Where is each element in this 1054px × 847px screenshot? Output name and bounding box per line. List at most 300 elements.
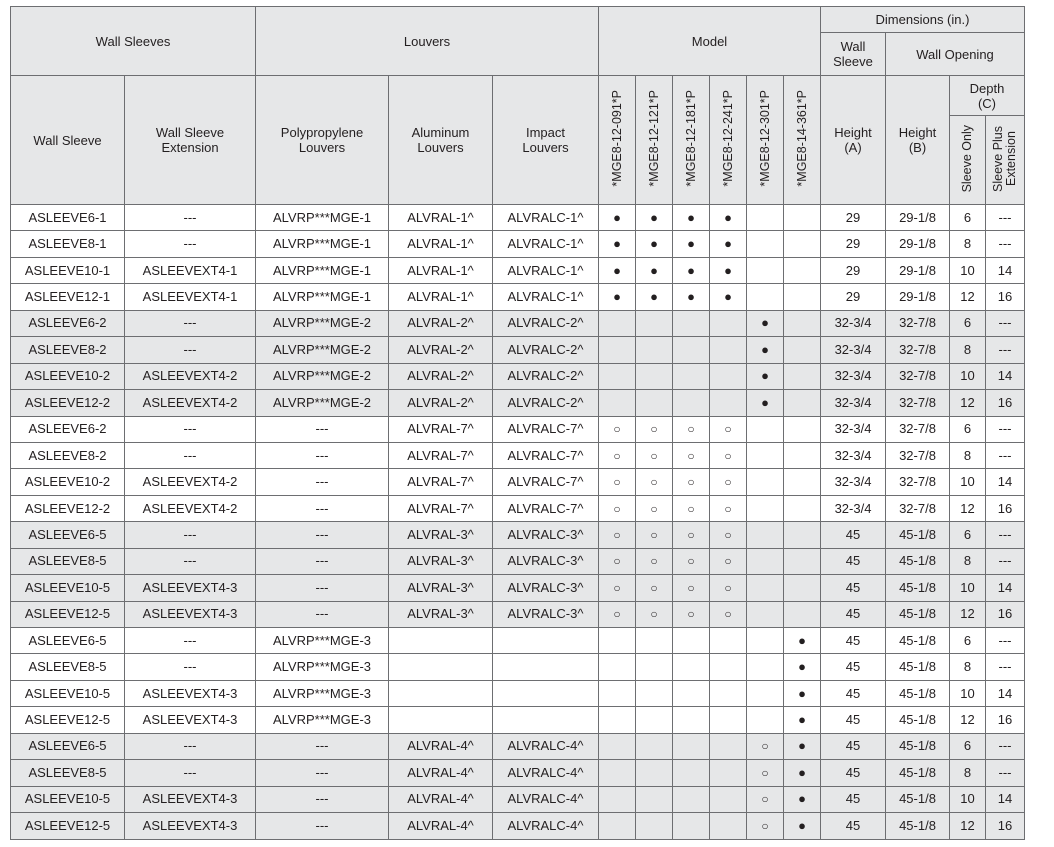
model-5-mark-cell: ● xyxy=(747,310,784,336)
wall-sleeve-extension-cell: ASLEEVEXT4-2 xyxy=(125,363,256,389)
wall-sleeve-extension-cell: ASLEEVEXT4-3 xyxy=(125,680,256,706)
model-3-mark-cell xyxy=(673,310,710,336)
impact-louver-cell: ALVRALC-1^ xyxy=(493,284,599,310)
impact-louver-cell xyxy=(493,680,599,706)
model-3-mark-cell xyxy=(673,390,710,416)
wall-sleeve-extension-cell: --- xyxy=(125,522,256,548)
impact-louver-cell: ALVRALC-4^ xyxy=(493,786,599,812)
model-6-mark-cell xyxy=(784,522,821,548)
impact-louver-cell: ALVRALC-4^ xyxy=(493,733,599,759)
model-3-mark-cell: ○ xyxy=(673,575,710,601)
header-wall-sleeve-extension: Wall Sleeve Extension xyxy=(125,76,256,205)
model-2-mark-cell: ○ xyxy=(636,575,673,601)
wall-sleeve-cell: ASLEEVE8-2 xyxy=(11,442,125,468)
header-wall-sleeve-group: Wall Sleeve xyxy=(821,33,886,76)
impact-louver-cell: ALVRALC-2^ xyxy=(493,310,599,336)
height-b-cell: 32-7/8 xyxy=(886,310,950,336)
model-3-mark-cell: ○ xyxy=(673,495,710,521)
model-6-mark-cell xyxy=(784,284,821,310)
model-3-mark-cell xyxy=(673,680,710,706)
table-row xyxy=(11,654,1025,680)
wall-sleeve-cell: ASLEEVE10-2 xyxy=(11,363,125,389)
model-5-mark-cell xyxy=(747,495,784,521)
wall-sleeve-extension-cell: ASLEEVEXT4-2 xyxy=(125,495,256,521)
depth-sleeve-plus-extension-cell: --- xyxy=(986,522,1025,548)
depth-sleeve-plus-extension-cell: 14 xyxy=(986,257,1025,283)
model-1-mark-cell: ● xyxy=(599,284,636,310)
impact-louver-cell: ALVRALC-3^ xyxy=(493,548,599,574)
wall-sleeve-extension-cell: ASLEEVEXT4-1 xyxy=(125,284,256,310)
model-1-mark-cell: ○ xyxy=(599,522,636,548)
model-3-mark-cell: ○ xyxy=(673,442,710,468)
model-5-mark-cell xyxy=(747,231,784,257)
model-4-mark-cell: ○ xyxy=(710,601,747,627)
model-1-mark-cell xyxy=(599,813,636,839)
polypropylene-louver-cell: --- xyxy=(256,601,389,627)
polypropylene-louver-cell: ALVRP***MGE-3 xyxy=(256,628,389,654)
model-2-mark-cell: ○ xyxy=(636,469,673,495)
height-b-cell: 29-1/8 xyxy=(886,284,950,310)
model-1-mark-cell xyxy=(599,786,636,812)
height-a-cell: 45 xyxy=(821,548,886,574)
table-row xyxy=(11,416,1025,442)
depth-sleeve-only-cell: 10 xyxy=(950,363,986,389)
height-a-cell: 32-3/4 xyxy=(821,390,886,416)
wall-sleeve-cell: ASLEEVE10-5 xyxy=(11,680,125,706)
model-5-mark-cell: ○ xyxy=(747,733,784,759)
wall-sleeve-extension-cell: ASLEEVEXT4-3 xyxy=(125,786,256,812)
polypropylene-louver-cell: ALVRP***MGE-1 xyxy=(256,284,389,310)
depth-sleeve-plus-extension-cell: --- xyxy=(986,548,1025,574)
height-b-cell: 45-1/8 xyxy=(886,548,950,574)
model-1-mark-cell: ○ xyxy=(599,442,636,468)
header-model-3 xyxy=(673,76,710,205)
aluminum-louver-cell: ALVRAL-3^ xyxy=(389,522,493,548)
impact-louver-cell: ALVRALC-1^ xyxy=(493,231,599,257)
group-header-wall-sleeves: Wall Sleeves xyxy=(11,7,256,76)
table-row xyxy=(11,522,1025,548)
model-6-mark-cell xyxy=(784,257,821,283)
model-5-mark-cell: ● xyxy=(747,363,784,389)
polypropylene-louver-cell: --- xyxy=(256,442,389,468)
depth-sleeve-plus-extension-cell: 16 xyxy=(986,495,1025,521)
model-1-mark-cell: ● xyxy=(599,205,636,231)
model-1-mark-cell xyxy=(599,733,636,759)
polypropylene-louver-cell: ALVRP***MGE-3 xyxy=(256,654,389,680)
header-sleeve-plus-extension xyxy=(986,116,1025,205)
compatibility-table-wrapper xyxy=(10,6,1025,840)
height-a-cell: 32-3/4 xyxy=(821,495,886,521)
table-row xyxy=(11,495,1025,521)
depth-sleeve-only-cell: 12 xyxy=(950,390,986,416)
depth-sleeve-plus-extension-cell: 14 xyxy=(986,575,1025,601)
model-3-mark-cell: ○ xyxy=(673,601,710,627)
wall-sleeve-cell: ASLEEVE8-2 xyxy=(11,337,125,363)
header-impact-louvers: Impact Louvers xyxy=(493,76,599,205)
wall-sleeve-cell: ASLEEVE10-5 xyxy=(11,786,125,812)
model-4-mark-cell xyxy=(710,654,747,680)
depth-sleeve-plus-extension-cell: 14 xyxy=(986,363,1025,389)
polypropylene-louver-cell: --- xyxy=(256,495,389,521)
wall-sleeve-cell: ASLEEVE12-2 xyxy=(11,495,125,521)
depth-sleeve-plus-extension-cell: --- xyxy=(986,628,1025,654)
aluminum-louver-cell: ALVRAL-7^ xyxy=(389,495,493,521)
model-6-mark-cell xyxy=(784,575,821,601)
impact-louver-cell: ALVRALC-2^ xyxy=(493,390,599,416)
model-2-mark-cell xyxy=(636,337,673,363)
depth-sleeve-only-cell: 6 xyxy=(950,416,986,442)
polypropylene-louver-cell: --- xyxy=(256,575,389,601)
model-label-2: *MGE8-12-121*P xyxy=(646,89,661,187)
header-aluminum-louvers: Aluminum Louvers xyxy=(389,76,493,205)
depth-sleeve-only-cell: 8 xyxy=(950,654,986,680)
table-row xyxy=(11,760,1025,786)
model-1-mark-cell: ○ xyxy=(599,601,636,627)
model-4-mark-cell xyxy=(710,310,747,336)
model-6-mark-cell: ● xyxy=(784,760,821,786)
wall-sleeve-extension-cell: ASLEEVEXT4-3 xyxy=(125,707,256,733)
table-row xyxy=(11,786,1025,812)
model-4-mark-cell xyxy=(710,628,747,654)
polypropylene-louver-cell: --- xyxy=(256,760,389,786)
model-3-mark-cell: ○ xyxy=(673,548,710,574)
table-row xyxy=(11,548,1025,574)
model-label-6: *MGE8-14-361*P xyxy=(794,89,809,187)
wall-sleeve-cell: ASLEEVE12-2 xyxy=(11,390,125,416)
model-4-mark-cell: ○ xyxy=(710,469,747,495)
model-6-mark-cell xyxy=(784,363,821,389)
wall-sleeve-cell: ASLEEVE12-5 xyxy=(11,707,125,733)
model-label-3: *MGE8-12-181*P xyxy=(683,89,698,187)
model-4-mark-cell: ○ xyxy=(710,442,747,468)
aluminum-louver-cell: ALVRAL-3^ xyxy=(389,575,493,601)
group-header-louvers: Louvers xyxy=(256,7,599,76)
height-a-cell: 45 xyxy=(821,680,886,706)
depth-sleeve-plus-extension-cell: --- xyxy=(986,733,1025,759)
height-a-cell: 32-3/4 xyxy=(821,337,886,363)
model-2-mark-cell xyxy=(636,786,673,812)
model-3-mark-cell: ○ xyxy=(673,469,710,495)
wall-sleeve-cell: ASLEEVE6-5 xyxy=(11,733,125,759)
model-5-mark-cell xyxy=(747,548,784,574)
aluminum-louver-cell: ALVRAL-4^ xyxy=(389,760,493,786)
model-4-mark-cell xyxy=(710,390,747,416)
polypropylene-louver-cell: --- xyxy=(256,416,389,442)
table-row xyxy=(11,310,1025,336)
model-1-mark-cell: ● xyxy=(599,257,636,283)
wall-sleeve-cell: ASLEEVE10-2 xyxy=(11,469,125,495)
polypropylene-louver-cell: ALVRP***MGE-2 xyxy=(256,337,389,363)
polypropylene-louver-cell: --- xyxy=(256,548,389,574)
height-a-cell: 29 xyxy=(821,257,886,283)
model-2-mark-cell xyxy=(636,363,673,389)
impact-louver-cell: ALVRALC-4^ xyxy=(493,760,599,786)
height-a-cell: 45 xyxy=(821,760,886,786)
model-6-mark-cell xyxy=(784,469,821,495)
impact-louver-cell: ALVRALC-2^ xyxy=(493,337,599,363)
aluminum-louver-cell: ALVRAL-2^ xyxy=(389,310,493,336)
model-5-mark-cell xyxy=(747,707,784,733)
wall-sleeve-extension-cell: --- xyxy=(125,416,256,442)
model-5-mark-cell: ● xyxy=(747,337,784,363)
depth-sleeve-only-cell: 8 xyxy=(950,337,986,363)
height-a-cell: 45 xyxy=(821,601,886,627)
depth-sleeve-only-cell: 8 xyxy=(950,548,986,574)
header-sleeve-only xyxy=(950,116,986,205)
aluminum-louver-cell xyxy=(389,707,493,733)
model-1-mark-cell: ○ xyxy=(599,469,636,495)
model-3-mark-cell: ○ xyxy=(673,416,710,442)
height-b-cell: 45-1/8 xyxy=(886,733,950,759)
table-row xyxy=(11,575,1025,601)
model-2-mark-cell xyxy=(636,707,673,733)
header-wall-sleeve: Wall Sleeve xyxy=(11,76,125,205)
model-3-mark-cell xyxy=(673,654,710,680)
model-4-mark-cell: ● xyxy=(710,284,747,310)
model-6-mark-cell: ● xyxy=(784,813,821,839)
aluminum-louver-cell: ALVRAL-1^ xyxy=(389,284,493,310)
height-b-cell: 29-1/8 xyxy=(886,231,950,257)
model-1-mark-cell xyxy=(599,760,636,786)
model-6-mark-cell xyxy=(784,601,821,627)
header-depth-c: Depth (C) xyxy=(950,76,1025,116)
height-b-cell: 32-7/8 xyxy=(886,416,950,442)
model-6-mark-cell xyxy=(784,442,821,468)
model-2-mark-cell: ○ xyxy=(636,548,673,574)
depth-sleeve-plus-extension-cell: --- xyxy=(986,654,1025,680)
wall-sleeve-extension-cell: --- xyxy=(125,205,256,231)
depth-sleeve-plus-extension-cell: --- xyxy=(986,231,1025,257)
sleeve-only-label: Sleeve Only xyxy=(960,124,974,193)
table-row xyxy=(11,231,1025,257)
wall-sleeve-cell: ASLEEVE12-1 xyxy=(11,284,125,310)
table-row xyxy=(11,707,1025,733)
height-a-cell: 45 xyxy=(821,786,886,812)
aluminum-louver-cell xyxy=(389,628,493,654)
header-polypropylene-louvers: Polypropylene Louvers xyxy=(256,76,389,205)
model-4-mark-cell: ○ xyxy=(710,495,747,521)
model-2-mark-cell: ● xyxy=(636,205,673,231)
depth-sleeve-plus-extension-cell: 14 xyxy=(986,680,1025,706)
impact-louver-cell: ALVRALC-4^ xyxy=(493,813,599,839)
aluminum-louver-cell: ALVRAL-2^ xyxy=(389,390,493,416)
aluminum-louver-cell: ALVRAL-4^ xyxy=(389,786,493,812)
wall-sleeve-cell: ASLEEVE8-1 xyxy=(11,231,125,257)
model-6-mark-cell: ● xyxy=(784,654,821,680)
model-5-mark-cell xyxy=(747,575,784,601)
model-1-mark-cell xyxy=(599,680,636,706)
depth-sleeve-only-cell: 10 xyxy=(950,786,986,812)
polypropylene-louver-cell: --- xyxy=(256,786,389,812)
aluminum-louver-cell: ALVRAL-1^ xyxy=(389,205,493,231)
depth-sleeve-only-cell: 12 xyxy=(950,707,986,733)
wall-sleeve-extension-cell: ASLEEVEXT4-2 xyxy=(125,469,256,495)
model-4-mark-cell xyxy=(710,363,747,389)
impact-louver-cell: ALVRALC-3^ xyxy=(493,601,599,627)
group-header-dimensions: Dimensions (in.) xyxy=(821,7,1025,33)
height-a-cell: 32-3/4 xyxy=(821,469,886,495)
wall-sleeve-extension-cell: --- xyxy=(125,760,256,786)
model-6-mark-cell xyxy=(784,337,821,363)
table-row xyxy=(11,601,1025,627)
height-a-cell: 32-3/4 xyxy=(821,310,886,336)
model-3-mark-cell xyxy=(673,733,710,759)
polypropylene-louver-cell: ALVRP***MGE-2 xyxy=(256,310,389,336)
height-b-cell: 32-7/8 xyxy=(886,390,950,416)
table-body xyxy=(11,205,1025,840)
impact-louver-cell: ALVRALC-3^ xyxy=(493,522,599,548)
depth-sleeve-plus-extension-cell: --- xyxy=(986,416,1025,442)
aluminum-louver-cell: ALVRAL-2^ xyxy=(389,363,493,389)
depth-sleeve-plus-extension-cell: 14 xyxy=(986,469,1025,495)
model-2-mark-cell xyxy=(636,310,673,336)
height-b-cell: 45-1/8 xyxy=(886,760,950,786)
model-3-mark-cell: ● xyxy=(673,205,710,231)
impact-louver-cell: ALVRALC-7^ xyxy=(493,442,599,468)
height-b-cell: 32-7/8 xyxy=(886,363,950,389)
model-5-mark-cell xyxy=(747,442,784,468)
model-1-mark-cell: ○ xyxy=(599,416,636,442)
model-5-mark-cell xyxy=(747,628,784,654)
depth-sleeve-only-cell: 6 xyxy=(950,733,986,759)
depth-sleeve-only-cell: 10 xyxy=(950,575,986,601)
model-4-mark-cell xyxy=(710,707,747,733)
wall-sleeve-extension-cell: ASLEEVEXT4-3 xyxy=(125,575,256,601)
header-height-a: Height (A) xyxy=(821,76,886,205)
depth-sleeve-plus-extension-cell: --- xyxy=(986,205,1025,231)
header-model-4 xyxy=(710,76,747,205)
header-model-6 xyxy=(784,76,821,205)
depth-sleeve-plus-extension-cell: --- xyxy=(986,337,1025,363)
height-b-cell: 32-7/8 xyxy=(886,442,950,468)
header-model-2 xyxy=(636,76,673,205)
height-a-cell: 29 xyxy=(821,205,886,231)
model-6-mark-cell: ● xyxy=(784,707,821,733)
table-row xyxy=(11,363,1025,389)
height-a-cell: 29 xyxy=(821,284,886,310)
table-row xyxy=(11,680,1025,706)
model-2-mark-cell: ○ xyxy=(636,495,673,521)
model-5-mark-cell xyxy=(747,205,784,231)
height-b-cell: 45-1/8 xyxy=(886,522,950,548)
sleeve-plus-extension-label: Sleeve Plus Extension xyxy=(991,125,1018,192)
depth-sleeve-plus-extension-cell: --- xyxy=(986,760,1025,786)
aluminum-louver-cell: ALVRAL-3^ xyxy=(389,548,493,574)
model-1-mark-cell xyxy=(599,390,636,416)
impact-louver-cell xyxy=(493,628,599,654)
polypropylene-louver-cell: --- xyxy=(256,522,389,548)
depth-sleeve-only-cell: 10 xyxy=(950,257,986,283)
model-1-mark-cell xyxy=(599,310,636,336)
wall-sleeve-cell: ASLEEVE8-5 xyxy=(11,654,125,680)
model-2-mark-cell xyxy=(636,733,673,759)
wall-sleeve-extension-cell: ASLEEVEXT4-2 xyxy=(125,390,256,416)
height-a-cell: 45 xyxy=(821,628,886,654)
aluminum-louver-cell xyxy=(389,654,493,680)
model-2-mark-cell: ○ xyxy=(636,442,673,468)
aluminum-louver-cell: ALVRAL-4^ xyxy=(389,733,493,759)
model-6-mark-cell xyxy=(784,548,821,574)
model-3-mark-cell xyxy=(673,786,710,812)
height-b-cell: 45-1/8 xyxy=(886,786,950,812)
impact-louver-cell xyxy=(493,707,599,733)
table-header xyxy=(11,7,1025,205)
model-3-mark-cell: ● xyxy=(673,284,710,310)
polypropylene-louver-cell: ALVRP***MGE-1 xyxy=(256,205,389,231)
model-5-mark-cell: ● xyxy=(747,390,784,416)
model-2-mark-cell: ● xyxy=(636,257,673,283)
depth-sleeve-only-cell: 12 xyxy=(950,495,986,521)
model-4-mark-cell xyxy=(710,733,747,759)
polypropylene-louver-cell: --- xyxy=(256,733,389,759)
model-2-mark-cell xyxy=(636,628,673,654)
model-1-mark-cell xyxy=(599,628,636,654)
wall-sleeve-extension-cell: ASLEEVEXT4-1 xyxy=(125,257,256,283)
model-2-mark-cell xyxy=(636,680,673,706)
model-2-mark-cell xyxy=(636,760,673,786)
model-6-mark-cell xyxy=(784,231,821,257)
polypropylene-louver-cell: ALVRP***MGE-1 xyxy=(256,257,389,283)
model-4-mark-cell: ● xyxy=(710,257,747,283)
aluminum-louver-cell: ALVRAL-3^ xyxy=(389,601,493,627)
depth-sleeve-only-cell: 6 xyxy=(950,205,986,231)
polypropylene-louver-cell: --- xyxy=(256,469,389,495)
model-5-mark-cell: ○ xyxy=(747,813,784,839)
model-3-mark-cell xyxy=(673,363,710,389)
impact-louver-cell: ALVRALC-7^ xyxy=(493,416,599,442)
wall-sleeve-extension-cell: --- xyxy=(125,442,256,468)
depth-sleeve-plus-extension-cell: --- xyxy=(986,442,1025,468)
model-4-mark-cell xyxy=(710,760,747,786)
model-3-mark-cell xyxy=(673,337,710,363)
depth-sleeve-plus-extension-cell: 16 xyxy=(986,707,1025,733)
model-2-mark-cell xyxy=(636,390,673,416)
wall-sleeve-extension-cell: --- xyxy=(125,628,256,654)
depth-sleeve-only-cell: 10 xyxy=(950,680,986,706)
impact-louver-cell xyxy=(493,654,599,680)
model-4-mark-cell xyxy=(710,680,747,706)
wall-sleeve-cell: ASLEEVE6-5 xyxy=(11,628,125,654)
wall-sleeve-cell: ASLEEVE8-5 xyxy=(11,760,125,786)
height-b-cell: 45-1/8 xyxy=(886,601,950,627)
model-2-mark-cell xyxy=(636,654,673,680)
model-3-mark-cell: ● xyxy=(673,257,710,283)
model-2-mark-cell: ○ xyxy=(636,522,673,548)
depth-sleeve-only-cell: 12 xyxy=(950,284,986,310)
impact-louver-cell: ALVRALC-2^ xyxy=(493,363,599,389)
polypropylene-louver-cell: ALVRP***MGE-3 xyxy=(256,680,389,706)
model-5-mark-cell xyxy=(747,469,784,495)
height-a-cell: 32-3/4 xyxy=(821,416,886,442)
table-row xyxy=(11,205,1025,231)
height-a-cell: 29 xyxy=(821,231,886,257)
height-b-cell: 45-1/8 xyxy=(886,575,950,601)
model-5-mark-cell: ○ xyxy=(747,760,784,786)
depth-sleeve-plus-extension-cell: 16 xyxy=(986,813,1025,839)
height-a-cell: 32-3/4 xyxy=(821,363,886,389)
wall-sleeve-extension-cell: ASLEEVEXT4-3 xyxy=(125,813,256,839)
wall-sleeve-extension-cell: --- xyxy=(125,231,256,257)
model-2-mark-cell: ○ xyxy=(636,601,673,627)
height-b-cell: 45-1/8 xyxy=(886,813,950,839)
aluminum-louver-cell: ALVRAL-7^ xyxy=(389,442,493,468)
height-a-cell: 32-3/4 xyxy=(821,442,886,468)
model-6-mark-cell: ● xyxy=(784,733,821,759)
depth-sleeve-plus-extension-cell: 14 xyxy=(986,786,1025,812)
model-4-mark-cell: ○ xyxy=(710,575,747,601)
wall-sleeve-compatibility-table xyxy=(10,6,1025,840)
model-1-mark-cell xyxy=(599,654,636,680)
